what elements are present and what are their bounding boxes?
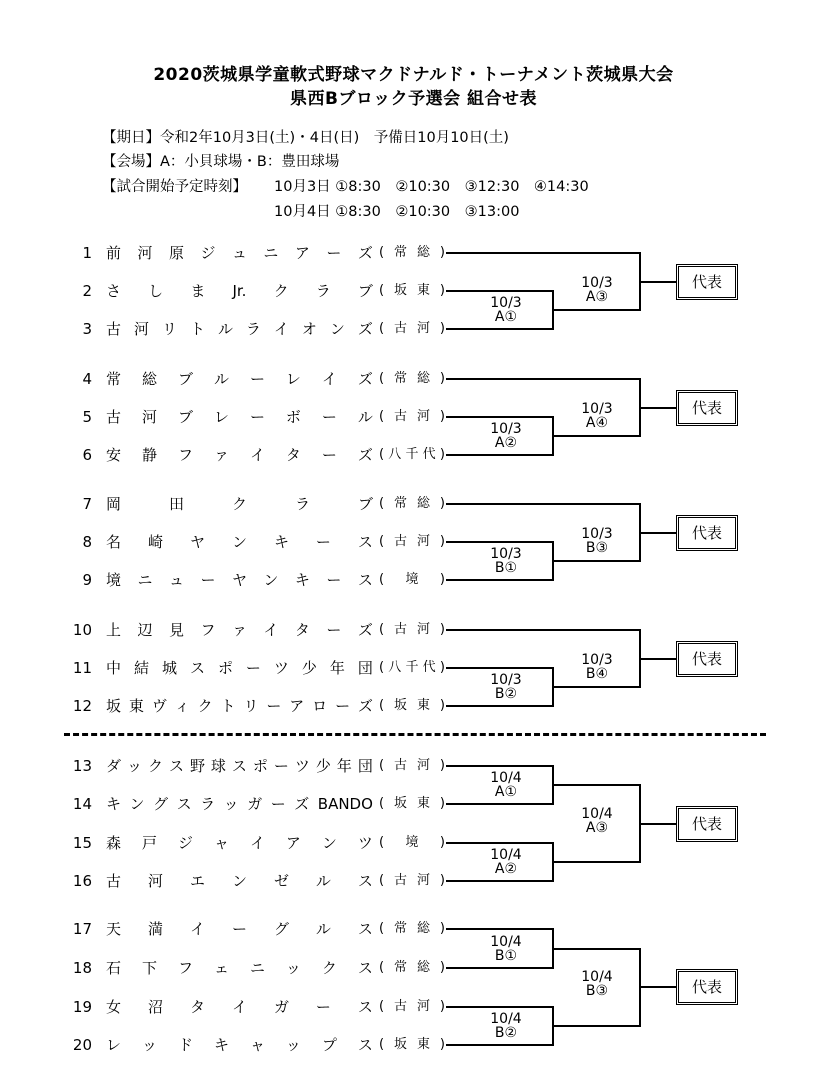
team-number: 13 <box>72 757 92 775</box>
match-code: A② <box>494 435 518 451</box>
team-city: ( 境 ) <box>379 835 445 850</box>
bracket-line <box>458 967 554 969</box>
match-code: A① <box>494 784 518 800</box>
team-row <box>66 405 446 429</box>
match-code: B③ <box>585 540 609 556</box>
team-city: ( 常 総 ) <box>379 960 445 975</box>
match-code: B① <box>494 560 518 576</box>
match-label <box>562 653 632 681</box>
team-city: ( 常 総 ) <box>379 371 445 386</box>
team-city: ( 常 総 ) <box>379 245 445 260</box>
match-code: B② <box>494 686 518 702</box>
bracket-line <box>458 378 641 380</box>
bracket-line <box>458 416 554 418</box>
match-date: 10/4 <box>490 770 522 786</box>
match-date: 10/4 <box>581 805 613 822</box>
match-label <box>471 1012 541 1040</box>
team-row <box>66 656 446 680</box>
title-line-1: 2020茨城県学童軟式野球マクドナルド・トーナメント茨城県大会 <box>153 65 674 85</box>
team-number: 8 <box>82 533 92 551</box>
bracket-line <box>640 658 677 660</box>
team-city: ( 常 総 ) <box>379 921 445 936</box>
team-name: 名 崎 ヤ ン キ ー ス <box>106 533 373 551</box>
info-venue: 【会場】A：小貝球場・B：豊田球場 <box>102 154 340 170</box>
team-number: 12 <box>72 697 92 715</box>
team-name: 境 ニ ュ ー ヤ ン キ ー ス <box>106 571 373 589</box>
team-name: さ し ま Jr. ク ラ ブ <box>106 282 373 300</box>
team-name: 天 満 イ ー グ ル ス <box>106 920 373 938</box>
bracket-line <box>458 880 554 882</box>
team-name: 常 総 ブ ル ー レ イ ズ <box>106 370 373 388</box>
bracket-line <box>458 667 554 669</box>
team-row <box>66 241 446 265</box>
team-city: ( 古 河 ) <box>379 409 445 424</box>
team-number: 16 <box>72 872 92 890</box>
team-name: 古 河 エ ン ゼ ル ス <box>106 872 373 890</box>
match-date: 10/3 <box>490 295 522 311</box>
bracket-line <box>458 928 554 930</box>
team-name: 岡 田 ク ラ ブ <box>106 495 373 513</box>
bracket-line <box>553 948 641 950</box>
team-name: 森 戸 ジ ャ イ ア ン ツ <box>106 834 373 852</box>
team-name: レ ッ ド キ ャ ッ プ ス <box>106 1036 373 1054</box>
info-times-day2: 10月4日 ①8:30 ②10:30 ③13:00 <box>274 204 520 220</box>
team-city: ( 古 河 ) <box>379 873 445 888</box>
match-date: 10/4 <box>490 934 522 950</box>
bracket-line <box>458 1006 554 1008</box>
team-number: 10 <box>72 621 92 639</box>
team-number: 18 <box>72 959 92 977</box>
match-code: A② <box>494 861 518 877</box>
match-code: B④ <box>585 666 609 682</box>
match-label <box>562 276 632 304</box>
bracket-line <box>553 1025 641 1027</box>
bracket-line <box>458 328 554 330</box>
team-row <box>66 568 446 592</box>
team-number: 1 <box>82 244 92 262</box>
team-city: ( 古 河 ) <box>379 622 445 637</box>
match-code: B① <box>494 948 518 964</box>
bracket-line <box>640 986 677 988</box>
bracket-line <box>640 823 677 825</box>
bracket-line <box>458 765 554 767</box>
team-row <box>66 317 446 341</box>
team-row <box>66 443 446 467</box>
bracket-line <box>553 861 641 863</box>
representative-box: 代表 <box>676 641 738 677</box>
match-label <box>562 807 632 835</box>
bracket-line <box>640 281 677 283</box>
team-city: ( 八 千 代 ) <box>379 660 445 675</box>
representative-box: 代表 <box>676 806 738 842</box>
team-row <box>66 869 446 893</box>
bracket-line <box>458 503 641 505</box>
team-number: 6 <box>82 446 92 464</box>
bracket-line <box>458 579 554 581</box>
match-date: 10/3 <box>490 421 522 437</box>
info-period: 【期日】令和2年10月3日(土)・4日(日) 予備日10月10日(土) <box>102 130 509 146</box>
team-number: 9 <box>82 571 92 589</box>
match-label <box>471 848 541 876</box>
team-name: 安 静 フ ァ イ タ ー ズ <box>106 446 373 464</box>
match-label <box>562 402 632 430</box>
bracket-line <box>458 803 554 805</box>
team-city: ( 坂 東 ) <box>379 1037 445 1052</box>
bracket-line <box>458 629 641 631</box>
team-number: 5 <box>82 408 92 426</box>
match-date: 10/3 <box>490 672 522 688</box>
bracket-line <box>458 290 554 292</box>
match-label <box>471 547 541 575</box>
team-city: ( 古 河 ) <box>379 758 445 773</box>
team-name: 上 辺 見 フ ァ イ タ ー ズ <box>106 621 373 639</box>
match-date: 10/3 <box>581 652 613 668</box>
match-date: 10/4 <box>581 969 613 986</box>
team-number: 17 <box>72 920 92 938</box>
team-row <box>66 995 446 1019</box>
team-number: 4 <box>82 370 92 388</box>
representative-box: 代表 <box>676 264 738 300</box>
bracket-line <box>458 705 554 707</box>
team-name: 古 河 リ ト ル ラ イ オ ン ズ <box>106 320 373 338</box>
team-name: 古 河 ブ レ ー ボ ー ル <box>106 408 373 426</box>
match-date: 10/3 <box>581 401 613 417</box>
bracket-line <box>553 560 641 562</box>
bracket-line <box>458 842 554 844</box>
team-city: ( 古 河 ) <box>379 321 445 336</box>
team-name: 中 結 城 ス ポ ー ツ 少 年 団 <box>106 659 373 677</box>
team-number: 19 <box>72 998 92 1016</box>
team-name: 前 河 原 ジ ュ ニ ア ー ズ <box>106 244 373 262</box>
team-name: ダ ッ ク ス 野 球 ス ポ ー ツ 少 年 団 <box>106 757 373 775</box>
team-city: ( 常 総 ) <box>379 496 445 511</box>
team-row <box>66 831 446 855</box>
info-times-label: 【試合開始予定時刻】 <box>102 179 247 195</box>
team-city: ( 八 千 代 ) <box>379 447 445 462</box>
team-name: 坂 東 ヴ ィ ク ト リ ー ア ロ ー ズ <box>106 697 373 715</box>
bracket-line <box>640 407 677 409</box>
team-number: 14 <box>72 795 92 813</box>
team-city: ( 古 河 ) <box>379 999 445 1014</box>
team-city: ( 古 河 ) <box>379 534 445 549</box>
info-times-day1: 10月3日 ①8:30 ②10:30 ③12:30 ④14:30 <box>274 179 589 195</box>
team-number: 2 <box>82 282 92 300</box>
team-number: 11 <box>72 659 92 677</box>
match-code: A③ <box>585 289 609 305</box>
team-row <box>66 917 446 941</box>
team-number: 15 <box>72 834 92 852</box>
title-line-2: 県西Bブロック予選会 組合せ表 <box>289 89 538 109</box>
team-number: 7 <box>82 495 92 513</box>
team-city: ( 坂 東 ) <box>379 283 445 298</box>
bracket-line <box>553 784 641 786</box>
team-row <box>66 792 446 816</box>
team-city: ( 坂 東 ) <box>379 698 445 713</box>
match-date: 10/4 <box>490 1011 522 1027</box>
match-date: 10/3 <box>490 546 522 562</box>
match-code: B③ <box>585 983 609 1000</box>
team-name: キ ン グ ス ラ ッ ガ ー ズ BANDO <box>106 795 373 813</box>
bracket-line <box>553 309 641 311</box>
team-city: ( 境 ) <box>379 572 445 587</box>
match-code: A④ <box>585 415 609 431</box>
team-row <box>66 956 446 980</box>
match-label <box>471 296 541 324</box>
team-number: 20 <box>72 1036 92 1054</box>
bracket-line <box>640 532 677 534</box>
team-city: ( 坂 東 ) <box>379 796 445 811</box>
team-name: 女 沼 タ イ ガ ー ス <box>106 998 373 1016</box>
match-label <box>562 970 632 998</box>
bracket-line <box>458 252 641 254</box>
representative-box: 代表 <box>676 515 738 551</box>
match-label <box>471 422 541 450</box>
match-label <box>471 935 541 963</box>
team-row <box>66 492 446 516</box>
bracket-line <box>458 1044 554 1046</box>
bracket-line <box>553 435 641 437</box>
team-row <box>66 618 446 642</box>
match-code: A① <box>494 309 518 325</box>
representative-box: 代表 <box>676 969 738 1005</box>
team-row <box>66 279 446 303</box>
team-row <box>66 694 446 718</box>
bracket-line <box>458 541 554 543</box>
team-row <box>66 754 446 778</box>
team-number: 3 <box>82 320 92 338</box>
team-row <box>66 530 446 554</box>
match-label <box>471 673 541 701</box>
match-label <box>562 527 632 555</box>
section-divider <box>64 733 766 736</box>
team-row <box>66 1033 446 1057</box>
match-code: B② <box>494 1025 518 1041</box>
match-code: A③ <box>585 819 609 836</box>
team-row <box>66 367 446 391</box>
representative-box: 代表 <box>676 390 738 426</box>
team-name: 石 下 フ ェ ニ ッ ク ス <box>106 959 373 977</box>
match-date: 10/3 <box>581 275 613 291</box>
match-date: 10/4 <box>490 847 522 863</box>
bracket-line <box>458 454 554 456</box>
bracket-line <box>553 686 641 688</box>
match-label <box>471 771 541 799</box>
match-date: 10/3 <box>581 526 613 542</box>
